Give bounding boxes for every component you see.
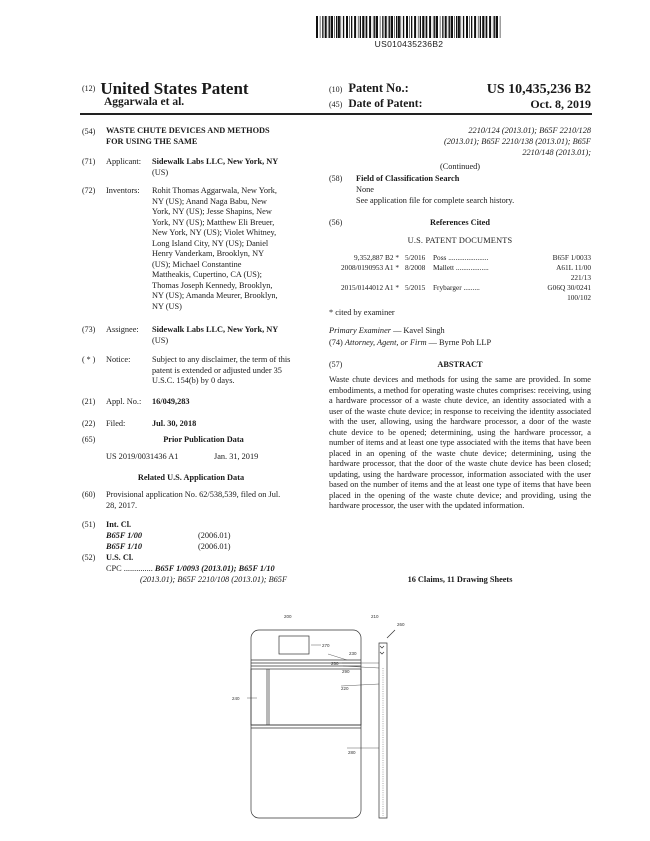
figure-label-200: 200: [284, 614, 292, 619]
reference-name: Poss ......................: [433, 253, 489, 262]
reference-class: B65F 1/0033: [552, 253, 591, 262]
primary-examiner-name: — Kavel Singh: [393, 326, 445, 335]
patent-number-label: Patent No.:: [348, 81, 409, 95]
reference-number: 2008/0190953 A1 *: [341, 263, 399, 272]
inventor-line: (US); Michael Constantine: [152, 259, 242, 269]
inid-code: (52): [82, 553, 96, 562]
notice-label: Notice:: [106, 355, 131, 364]
reference-number: 2015/0144012 A1 *: [341, 283, 399, 292]
patent-number: US 10,435,236 B2: [486, 82, 591, 97]
prior-publication-date: Jan. 31, 2019: [214, 452, 259, 461]
barcode-number: US010435236B2: [374, 39, 444, 49]
inventors-list: [152, 186, 300, 312]
reference-row: [329, 253, 591, 263]
reference-class: A61L 11/00: [556, 263, 591, 272]
notice-line: Subject to any disclaimer, the term of this: [152, 355, 291, 364]
inid-code: (22): [82, 419, 96, 428]
barcode: [316, 16, 502, 38]
appl-no-label: Appl. No.:: [106, 397, 142, 406]
inid-code: (54): [82, 127, 96, 136]
inid-code: (72): [82, 186, 96, 195]
header-rule: [80, 113, 592, 115]
notice-text: [152, 355, 314, 387]
inventor-heading: Aggarwala et al.: [104, 96, 185, 108]
continued-label: (Continued): [439, 162, 481, 171]
inid-code: (57): [329, 360, 343, 369]
int-cl-2: B65F 1/10: [106, 542, 143, 551]
inventor-line: Long Island City, NY (US); Daniel: [152, 238, 269, 248]
prior-publication-number: US 2019/0031436 A1: [106, 452, 179, 461]
appl-no: 16/049,283: [152, 397, 190, 406]
cpc-line-1: [106, 564, 275, 575]
inid-code: (10): [329, 85, 343, 94]
claims-line: 16 Claims, 11 Drawing Sheets: [407, 575, 513, 584]
assignee-line: Sidewalk Labs LLC, New York, NY: [152, 325, 279, 334]
filed-date: Jul. 30, 2018: [152, 419, 197, 428]
reference-date: 8/2008: [405, 263, 426, 272]
provisional-line-1: Provisional application No. 62/538,539, filed on Jul.: [106, 490, 281, 499]
reference-class-secondary: 100/102: [567, 293, 591, 302]
country-title-text: United States Patent: [100, 79, 249, 98]
int-cl-1: B65F 1/00: [106, 531, 143, 540]
reference-date: 5/2015: [405, 283, 426, 292]
notice-line: U.S.C. 154(b) by 0 days.: [152, 376, 235, 386]
inid-code: (65): [82, 435, 96, 444]
filed-label: Filed:: [106, 419, 126, 428]
applicant-country: (US): [152, 167, 169, 177]
inventor-line: York, NY (US); Matthew Eli Breuer,: [152, 217, 275, 227]
figure-label-250: 250: [331, 661, 339, 666]
reference-name: Mallett ..................: [433, 263, 489, 272]
reference-row: [329, 263, 591, 283]
us-patent-documents-heading: U.S. PATENT DOCUMENTS: [407, 236, 513, 245]
field-search-heading: Field of Classification Search: [356, 174, 460, 183]
reference-class-secondary: 221/13: [570, 273, 591, 282]
applicant-line: Sidewalk Labs LLC, New York, NY: [152, 157, 279, 166]
provisional-line-2: 28, 2017.: [106, 501, 138, 510]
inventors-label: Inventors:: [106, 186, 140, 195]
inid-code: (21): [82, 397, 96, 406]
cpc-classes: B65F 1/0093 (2013.01); B65F 1/10: [154, 564, 275, 573]
applicant-label: Applicant:: [106, 157, 142, 166]
inid-code: (74): [329, 338, 343, 347]
inventor-line: Thomas Joseph Kennedy, Brooklyn,: [152, 280, 273, 290]
assignee-country: (US): [152, 335, 169, 345]
chute-door: [251, 669, 361, 725]
inid-code: (71): [82, 157, 96, 166]
cpc-continuation-1: 2210/124 (2013.01); B65F 2210/128: [468, 126, 591, 135]
patent-date-label: Date of Patent:: [348, 98, 423, 110]
patent-date-line: [329, 97, 591, 112]
attorney-line: [329, 338, 491, 349]
cpc-prefix: CPC ..............: [106, 564, 153, 573]
reference-row: [329, 283, 591, 303]
inid-code: (73): [82, 325, 96, 334]
notice-line: patent is extended or adjusted under 35: [152, 365, 282, 375]
inid-code: (12): [82, 84, 96, 93]
cpc-line-2: (2013.01); B65F 2210/108 (2013.01); B65F: [140, 575, 288, 584]
int-cl-label: Int. Cl.: [106, 520, 132, 529]
abstract-heading: ABSTRACT: [437, 360, 483, 369]
figure-label-260: 260: [397, 622, 405, 627]
us-cl-label: U.S. Cl.: [106, 553, 134, 562]
title-line-2: FOR USING THE SAME: [106, 137, 198, 146]
display-panel: [279, 636, 309, 654]
reference-class: G06Q 30/0241: [547, 283, 591, 292]
inid-code: ( * ): [82, 355, 96, 364]
inventor-line: New York, NY (US); Violet Whitney,: [152, 228, 277, 238]
prior-publication-heading: Prior Publication Data: [163, 435, 244, 444]
patent-number-line: [329, 81, 591, 97]
inventor-line: Rohit Thomas Aggarwala, New York,: [152, 186, 277, 195]
inid-code: (51): [82, 520, 96, 529]
abstract-text: Waste chute devices and methods for using the same are provided. In some embodiments, a method for operating waste chutes comprises: receiving, using a hardware processor of a waste chute device, an identity associated with a user of the waste chute device; in response to receiving the identity associated with the user, allowing, using the hardware processor, a door of the waste chute device to be opened; determining, using the hardware processor, a number of items and at least one type associated with the items that have been placed in an opening of the waste chute device; determining, using the hardware processor, that the door of the waste chute device has been closed; updating, using the hardware processor, information associated with the user based on the number of items and the at least one type of items that have been placed in the opening of the waste chute device; and providing, using the hardware processor, the user with the updated information.: [329, 375, 591, 511]
attorney-label: Attorney, Agent, or Firm: [344, 338, 427, 347]
figure-label-220: 220: [341, 686, 349, 691]
figure-label-270: 270: [322, 643, 330, 648]
reference-name: Frybarger .........: [433, 283, 480, 292]
inid-code: (58): [329, 174, 343, 183]
inid-code: (56): [329, 218, 343, 227]
patent-date: Oct. 8, 2019: [530, 97, 591, 111]
title-line-1: WASTE CHUTE DEVICES AND METHODS: [106, 126, 270, 135]
figure-label-230: 230: [349, 651, 357, 656]
primary-examiner: [329, 326, 445, 337]
inventor-line: York, NY (US); Jesse Shapins, New: [152, 207, 272, 217]
reference-number: 9,352,887 B2 *: [354, 253, 399, 262]
cited-by-examiner-note: * cited by examiner: [329, 308, 395, 317]
inventor-line: NY (US); Anand Naga Babu, New: [152, 196, 267, 206]
figure-label-290: 290: [342, 669, 350, 674]
assignee-label: Assignee:: [106, 325, 139, 334]
assignee-name: [152, 325, 300, 346]
inventor-line: NY (US); Amanda Meurer, Brooklyn,: [152, 291, 278, 301]
related-application-heading: Related U.S. Application Data: [137, 473, 245, 482]
inventor-line: NY (US): [152, 301, 182, 311]
inventor-line: Mattheakis, Cupertino, CA (US);: [152, 270, 262, 280]
reference-date: 5/2016: [405, 253, 426, 262]
figure-label-240: 240: [232, 696, 240, 701]
chute-enclosure: [251, 630, 361, 818]
patent-figure: [229, 608, 419, 823]
int-cl-1-version: (2006.01): [198, 531, 231, 540]
figure-label-280: 280: [348, 750, 356, 755]
cpc-continuation-3: 2210/148 (2013.01);: [522, 148, 591, 157]
int-cl-2-version: (2006.01): [198, 542, 231, 551]
field-search-none: None: [356, 185, 374, 194]
cpc-continuation-2: (2013.01); B65F 2210/138 (2013.01); B65F: [443, 137, 591, 146]
applicant-name: [152, 157, 300, 178]
inid-code: (45): [329, 100, 343, 109]
inventor-line: Henry Vanderkam, Brooklyn, NY: [152, 249, 265, 259]
primary-examiner-label: Primary Examiner: [329, 326, 391, 335]
figure-label-210: 210: [371, 614, 379, 619]
field-search-note: See application file for complete search history.: [356, 196, 515, 205]
inid-code: (60): [82, 490, 96, 499]
references-heading: References Cited: [430, 218, 490, 227]
attorney-name: — Byrne Poh LLP: [428, 338, 492, 347]
